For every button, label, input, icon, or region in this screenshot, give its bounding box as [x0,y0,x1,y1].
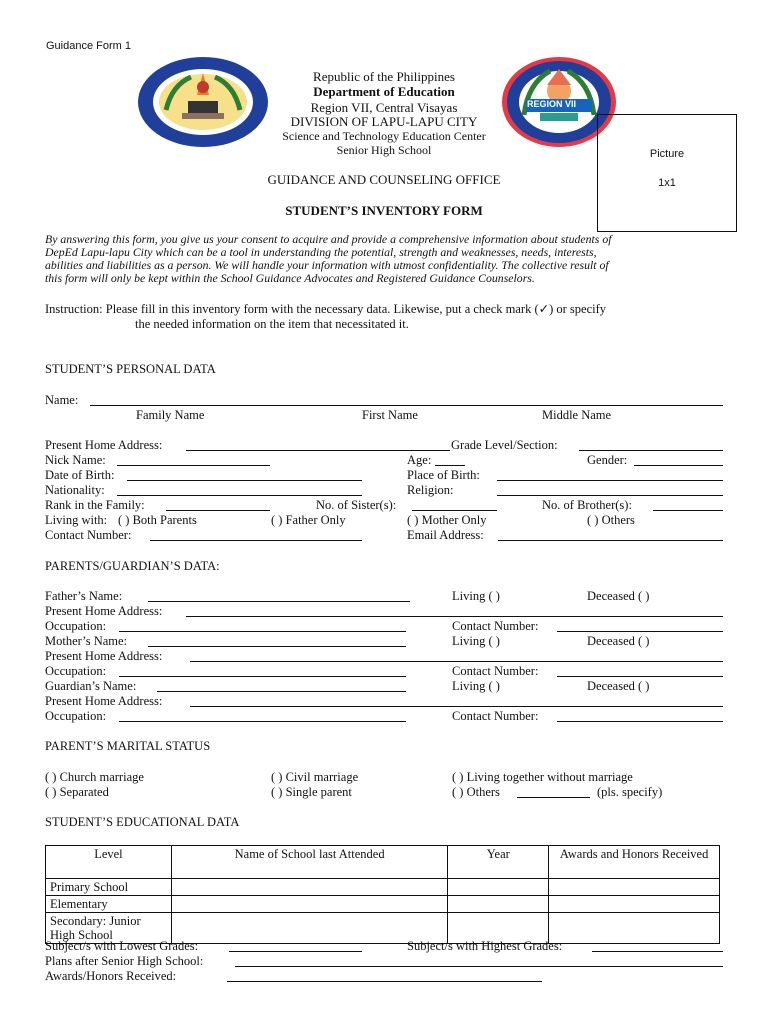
mother-only-option[interactable]: ( ) Mother Only [407,513,487,527]
instruction-line-1: Instruction: Please fill in this inventory form with the necessary data. Likewise, put a check mark (✓) or specify [45,302,607,316]
region-line: Region VII, Central Visayas [310,100,458,115]
contact-number-label: Contact Number: [45,528,132,542]
picture-size-label: 1x1 [658,177,676,189]
table-row [46,896,720,913]
consent-line-1: By answering this form, you give us your consent to acquire and provide a comprehensive information about students of [45,232,612,246]
living-with-label: Living with: [45,513,108,527]
father-contact-field[interactable] [557,631,723,632]
nationality-field[interactable] [117,495,362,496]
age-field[interactable] [435,465,465,466]
lowest-grades-field[interactable] [229,951,362,952]
elementary-cell: Elementary [46,896,172,913]
sisters-field[interactable] [412,510,497,511]
mother-address-field[interactable] [190,661,723,662]
father-living-option[interactable]: Living ( ) [452,589,500,603]
photo-placeholder-box[interactable] [597,114,737,232]
consent-line-4: this form will only be kept within the School Guidance Advocates and Registered Guidance Counselors. [45,271,535,285]
educational-data-heading: STUDENT’S EDUCATIONAL DATA [45,815,240,829]
father-only-option[interactable]: ( ) Father Only [271,513,346,527]
mother-address-label: Present Home Address: [45,649,163,663]
year-column-header: Year [448,846,549,879]
division-line: DIVISION OF LAPU-LAPU CITY [290,114,478,129]
educational-data-table [45,845,720,944]
primary-school-cell: Primary School [46,879,172,896]
elementary-name-cell[interactable] [171,896,448,913]
region-vii-banner: REGION VII [527,99,577,109]
religion-field[interactable] [497,495,723,496]
table-row [46,879,720,896]
level-column-header: Level [46,846,172,879]
primary-school-name-cell[interactable] [171,879,448,896]
brothers-field[interactable] [653,510,723,511]
both-parents-option[interactable]: ( ) Both Parents [118,513,197,527]
republic-line: Republic of the Philippines [313,69,455,84]
place-of-birth-label: Place of Birth: [407,468,480,482]
table-header-row [46,846,720,879]
father-address-label: Present Home Address: [45,604,163,618]
home-address-label: Present Home Address: [45,438,163,452]
nationality-label: Nationality: [45,483,105,497]
father-address-field[interactable] [186,616,723,617]
mother-occupation-label: Occupation: [45,664,107,678]
school-column-header: Name of School last Attended [171,846,448,879]
brothers-label: No. of Brother(s): [542,498,632,512]
consent-line-2: DepEd Lapu-lapu City which can be a tool in understanding the potential, strength and weaknesses, needs, interests, [45,245,597,259]
mother-occupation-field[interactable] [119,676,406,677]
please-specify-note: (pls. specify) [597,785,663,799]
elementary-year-cell[interactable] [448,896,549,913]
name-label: Name: [45,393,79,407]
middle-name-caption: Middle Name [542,408,612,422]
sisters-label: No. of Sister(s): [316,498,397,512]
guardian-occupation-field[interactable] [119,721,406,722]
marital-status-heading: PARENT’S MARITAL STATUS [45,739,211,753]
guardian-living-option[interactable]: Living ( ) [452,679,500,693]
awards-received-field[interactable] [227,981,542,982]
elementary-awards-cell[interactable] [549,896,720,913]
separated-option[interactable]: ( ) Separated [45,785,109,799]
living-together-option[interactable]: ( ) Living together without marriage [452,770,633,784]
awards-column-header: Awards and Honors Received [549,846,720,879]
form-code: Guidance Form 1 [46,40,131,52]
email-field[interactable] [498,540,723,541]
consent-line-3: abilities and liabilities as a person. We will handle your information with utmost confidentiality. The collective result of [45,258,609,272]
primary-awards-cell[interactable] [549,879,720,896]
marital-others-field[interactable] [517,797,590,798]
date-of-birth-label: Date of Birth: [45,468,115,482]
mothers-name-label: Mother’s Name: [45,634,128,648]
nick-name-label: Nick Name: [45,453,106,467]
primary-year-cell[interactable] [448,879,549,896]
mother-contact-field[interactable] [557,676,723,677]
single-parent-option[interactable]: ( ) Single parent [271,785,352,799]
age-label: Age: [407,453,432,467]
nick-name-field[interactable] [117,465,270,466]
grade-level-label: Grade Level/Section: [451,438,558,452]
guardian-address-field[interactable] [190,706,723,707]
gender-field[interactable] [634,465,723,466]
highest-grades-field[interactable] [592,951,723,952]
guardian-address-label: Present Home Address: [45,694,163,708]
guardian-contact-field[interactable] [557,721,723,722]
instruction-line-2: the needed information on the item that necessitated it. [135,317,409,331]
mother-living-option[interactable]: Living ( ) [452,634,500,648]
mother-deceased-option[interactable]: Deceased ( ) [587,634,650,648]
fathers-name-field[interactable] [148,601,410,602]
place-of-birth-field[interactable] [497,480,723,481]
school-line: Senior High School [336,143,432,157]
religion-label: Religion: [407,483,454,497]
father-occupation-label: Occupation: [45,619,107,633]
father-contact-label: Contact Number: [452,619,539,633]
parents-data-heading: PARENTS/GUARDIAN’S DATA: [45,559,220,573]
rank-label: Rank in the Family: [45,498,145,512]
family-name-caption: Family Name [136,408,205,422]
rank-field[interactable] [166,510,270,511]
plans-field[interactable] [235,966,723,967]
picture-label: Picture [649,148,685,160]
highest-grades-label: Subject/s with Highest Grades: [407,939,563,953]
guardians-name-label: Guardian’s Name: [45,679,137,693]
mothers-name-field[interactable] [148,646,406,647]
name-field[interactable] [90,405,723,406]
personal-data-heading: STUDENT’S PERSONAL DATA [45,362,216,376]
secondary-junior-cell: Secondary: Junior High School [46,913,172,944]
guardian-occupation-label: Occupation: [45,709,107,723]
form-title: STUDENT’S INVENTORY FORM [285,203,483,218]
others-option[interactable]: ( ) Others [587,513,635,527]
lowest-grades-label: Subject/s with Lowest Grades: [45,939,199,953]
church-marriage-option[interactable]: ( ) Church marriage [45,770,144,784]
home-address-field[interactable] [186,450,450,451]
awards-received-label: Awards/Honors Received: [45,969,177,983]
civil-marriage-option[interactable]: ( ) Civil marriage [271,770,359,784]
department-line: Department of Education [313,84,455,99]
fathers-name-label: Father’s Name: [45,589,123,603]
marital-others-option[interactable]: ( ) Others [452,785,500,799]
first-name-caption: First Name [362,408,418,422]
mother-contact-label: Contact Number: [452,664,539,678]
guardians-name-field[interactable] [157,691,406,692]
grade-level-field[interactable] [579,450,723,451]
email-label: Email Address: [407,528,484,542]
guardian-deceased-option[interactable]: Deceased ( ) [587,679,650,693]
father-deceased-option[interactable]: Deceased ( ) [587,589,650,603]
contact-number-field[interactable] [150,540,362,541]
gender-label: Gender: [587,453,628,467]
guardian-contact-label: Contact Number: [452,709,539,723]
center-line: Science and Technology Education Center [282,129,486,143]
date-of-birth-field[interactable] [127,480,362,481]
father-occupation-field[interactable] [119,631,406,632]
plans-label: Plans after Senior High School: [45,954,204,968]
secondary-awards-cell[interactable] [549,913,720,944]
office-title: GUIDANCE AND COUNSELING OFFICE [267,172,501,187]
